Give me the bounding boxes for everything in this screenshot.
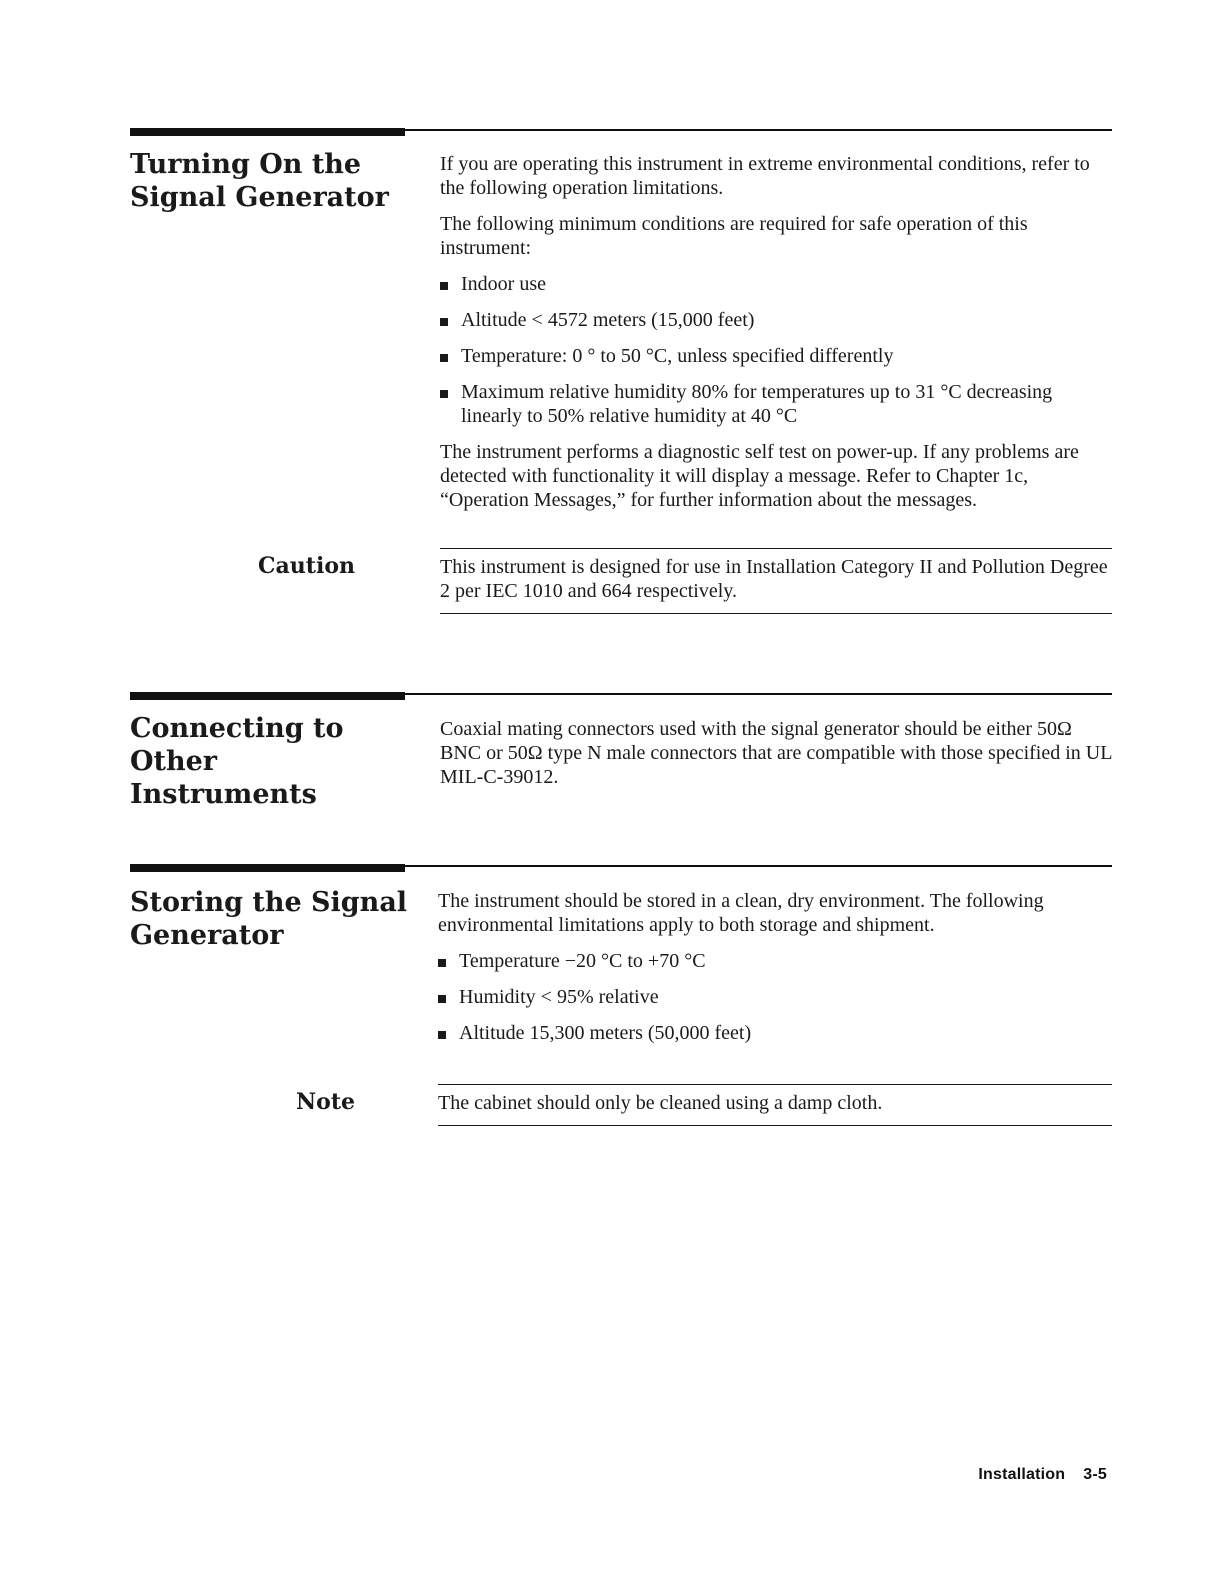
bullet-list: [438, 949, 1112, 1045]
list-item: Maximum relative humidity 80% for temperatures up to 31 °C decreasing linearly to 50% relative humidity at 40 °C: [440, 380, 1112, 428]
paragraph: Coaxial mating connectors used with the signal generator should be either 50Ω BNC or 50Ω type N male connectors that are compatible with those specified in UL MIL-C-39012.: [440, 718, 1112, 788]
section-body: [440, 717, 1112, 801]
list-item: Indoor use: [440, 272, 1112, 296]
bullet-square-icon: [440, 282, 448, 290]
caution-text: This instrument is designed for use in Installation Category II and Pollution Degree 2 per IEC 1010 and 664 respectively.: [440, 548, 1112, 614]
list-item: Altitude < 4572 meters (15,000 feet): [440, 308, 1112, 332]
note-text: The cabinet should only be cleaned using a damp cloth.: [438, 1084, 1112, 1126]
bullet-square-icon: [438, 1031, 446, 1039]
section-rule-thick: [130, 128, 405, 136]
paragraph: If you are operating this instrument in extreme environmental conditions, refer to the following operation limitations.: [440, 153, 1090, 199]
section-rule-thin: [405, 129, 1112, 131]
bullet-square-icon: [438, 995, 446, 1003]
paragraph: The instrument performs a diagnostic self test on power-up. If any problems are detected with functionality it will display a message. Refer to Chapter 1c, “Operation Messages,” for further information about the messages.: [440, 441, 1079, 511]
caution-label: Caution: [258, 553, 355, 579]
heading-line-2: Signal Generator: [130, 182, 389, 213]
footer-chapter: Installation: [978, 1466, 1066, 1483]
section-turning-on: [130, 128, 1112, 628]
bullet-square-icon: [438, 959, 446, 967]
heading-line-1: Turning On the: [130, 149, 362, 180]
section-storing: [130, 864, 1112, 1144]
section-rule: [130, 128, 1112, 138]
section-rule: [130, 864, 1112, 874]
list-item: Altitude 15,300 meters (50,000 feet): [438, 1021, 1112, 1045]
section-connecting: [130, 692, 1112, 812]
section-rule-thick: [130, 692, 405, 700]
page-footer: [978, 1466, 1107, 1484]
section-body: [438, 889, 1112, 1057]
note-label: Note: [296, 1089, 355, 1115]
list-item: Humidity < 95% relative: [438, 985, 1112, 1009]
section-rule-thin: [405, 865, 1112, 867]
section-rule-thin: [405, 693, 1112, 695]
list-item: Temperature: 0 ° to 50 °C, unless specified differently: [440, 344, 1112, 368]
bullet-list: [440, 272, 1112, 428]
bullet-square-icon: [440, 354, 448, 362]
heading-line-1: Connecting to: [130, 713, 344, 744]
paragraph: The instrument should be stored in a clean, dry environment. The following environmental limitations apply to both storage and shipment.: [438, 890, 1044, 936]
bullet-square-icon: [440, 318, 448, 326]
section-heading: [130, 148, 410, 214]
list-item: Temperature −20 °C to +70 °C: [438, 949, 1112, 973]
bullet-square-icon: [440, 390, 448, 398]
section-heading: [130, 886, 410, 952]
paragraph: The following minimum conditions are required for safe operation of this instrument:: [440, 213, 1028, 259]
section-rule: [130, 692, 1112, 702]
section-body: [440, 152, 1112, 524]
heading-line-1: Storing the Signal: [130, 887, 408, 918]
section-heading: [130, 712, 410, 811]
footer-page-number: 3-5: [1083, 1466, 1107, 1483]
heading-line-2: Other Instruments: [130, 746, 317, 810]
section-rule-thick: [130, 864, 405, 872]
heading-line-2: Generator: [130, 920, 284, 951]
